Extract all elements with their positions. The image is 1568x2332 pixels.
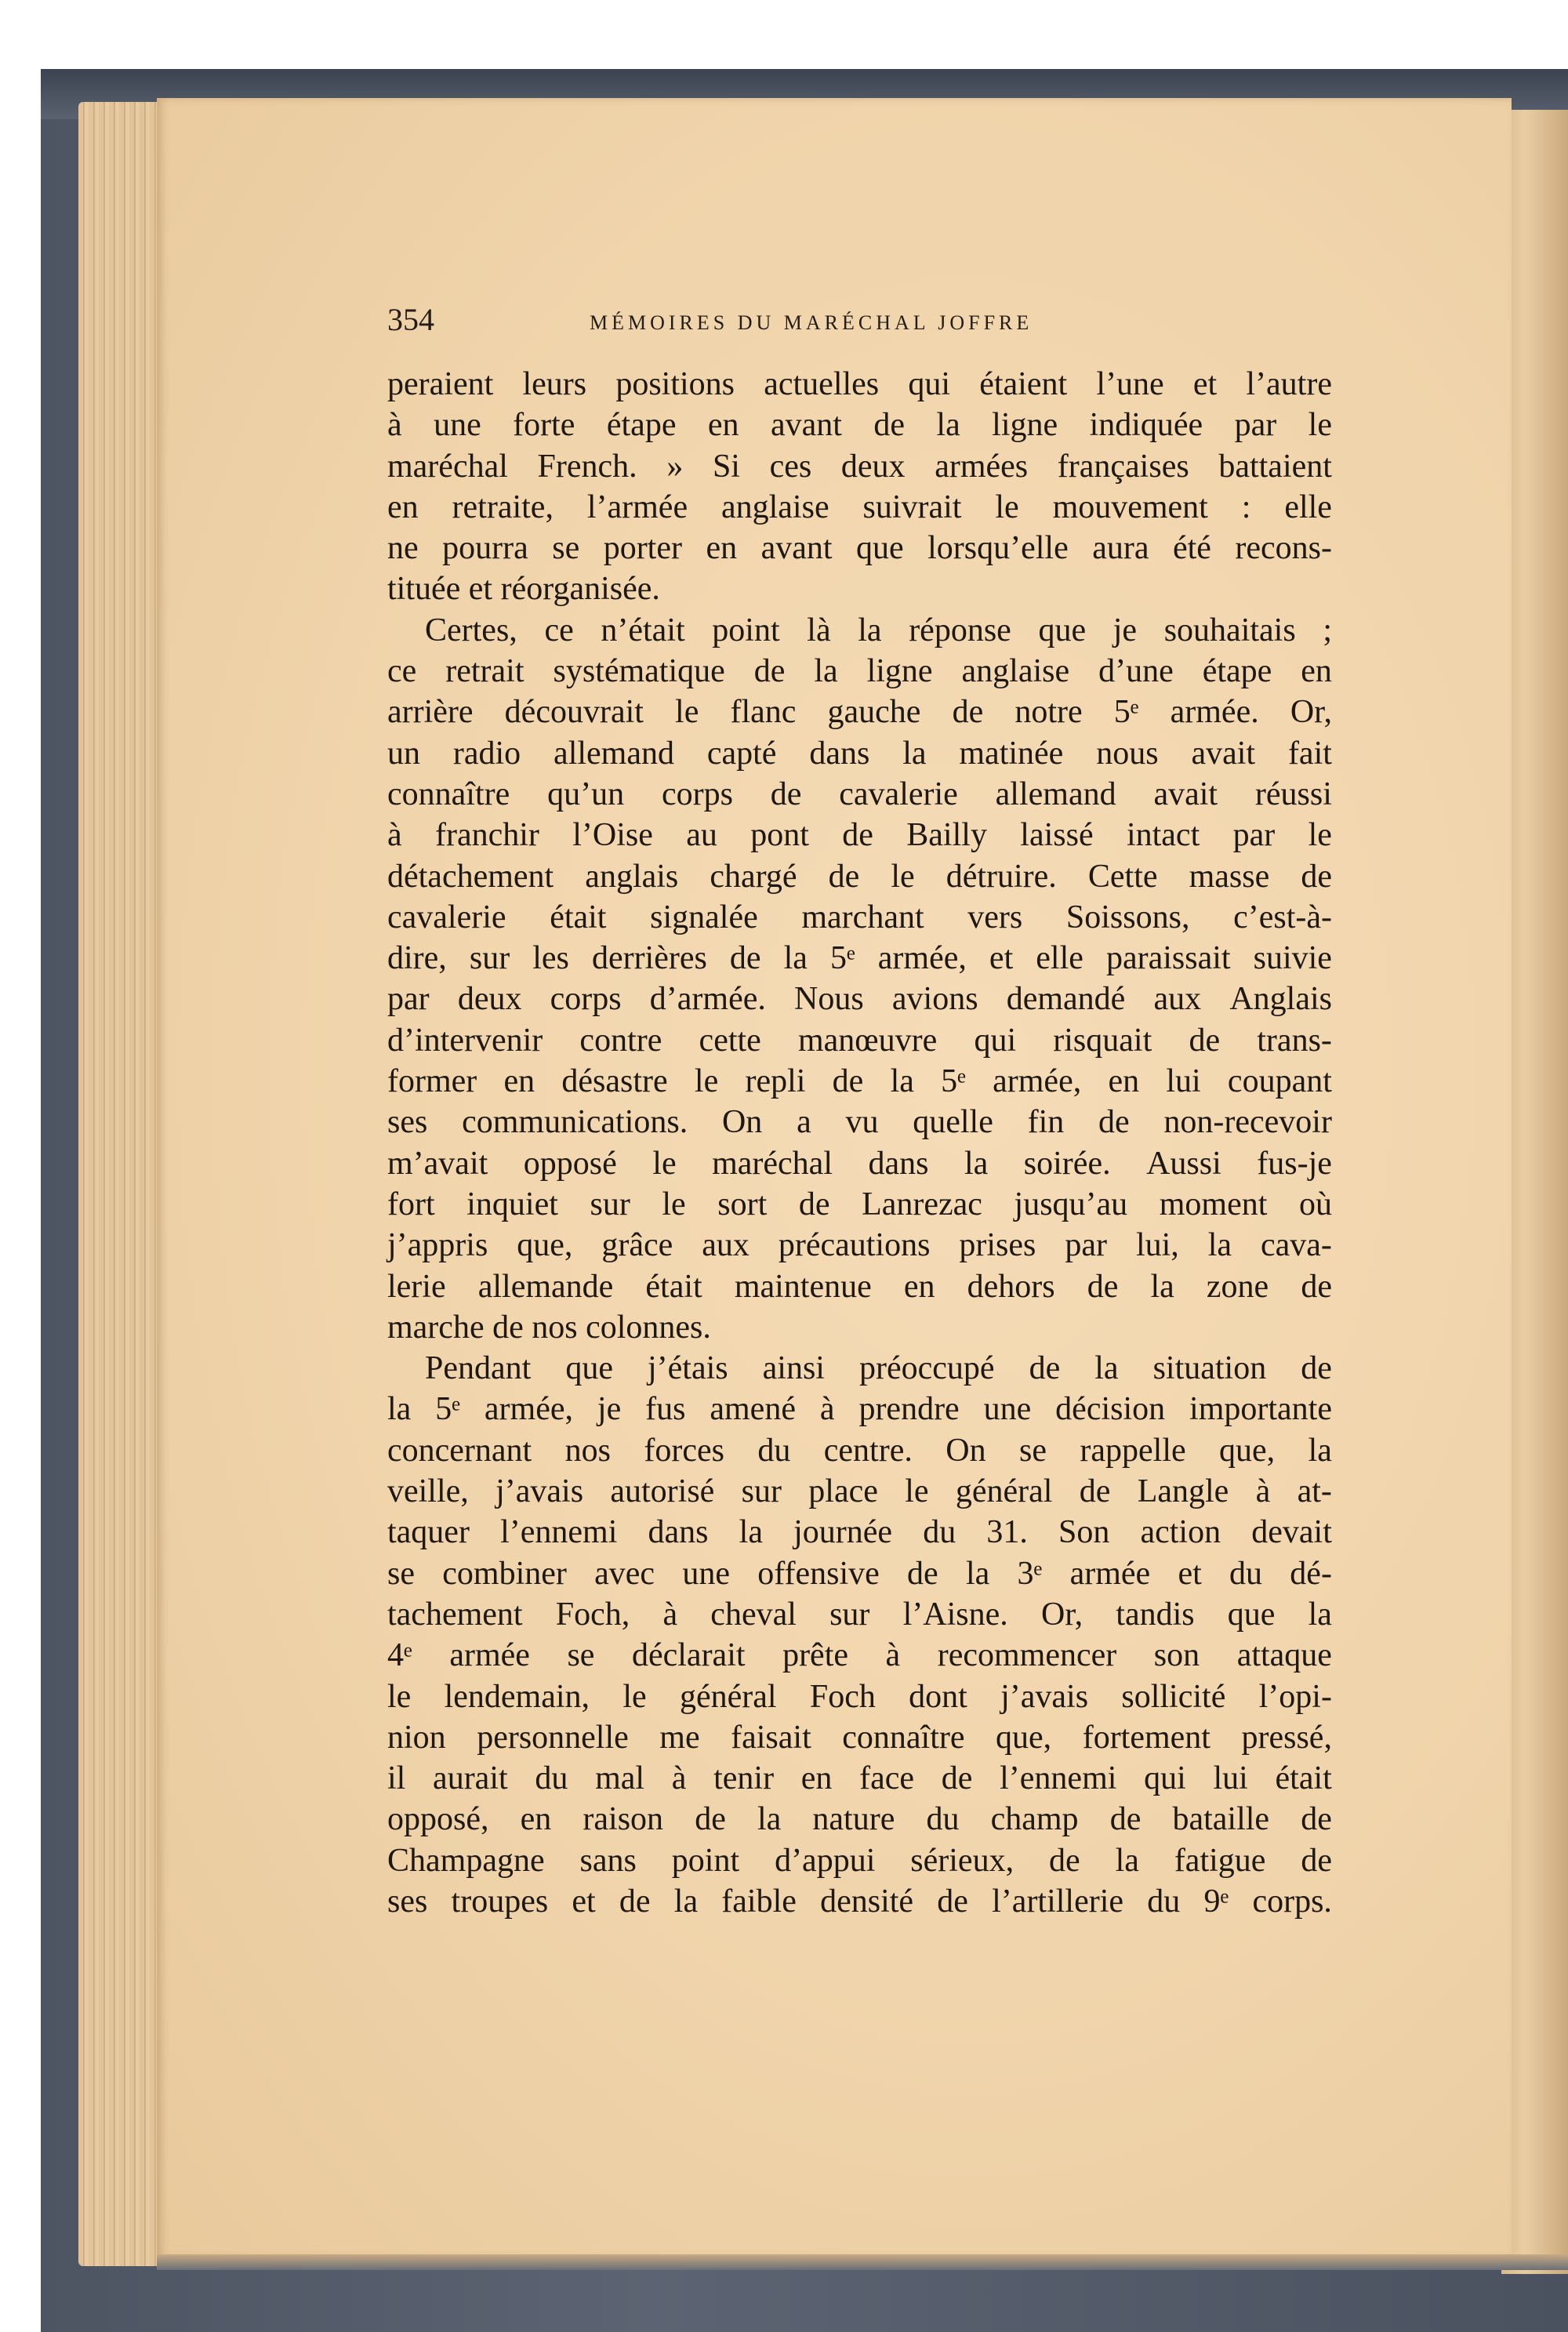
text-line: se combiner avec une offensive de la 3ᵉ armée et du dé- (387, 1555, 1332, 1592)
text-line: par deux corps d’armée. Nous avions demandé aux Anglais (387, 981, 1332, 1018)
text-line: la 5ᵉ armée, je fus amené à prendre une décision importante (387, 1391, 1332, 1428)
text-line: concernant nos forces du centre. On se rappelle que, la (387, 1432, 1332, 1469)
text-line: d’intervenir contre cette manœuvre qui risquait de trans- (387, 1022, 1332, 1059)
text-line: ses troupes et de la faible densité de l’artillerie du 9ᵉ corps. (387, 1883, 1332, 1920)
text-line: peraient leurs positions actuelles qui étaient l’une et l’autre (387, 366, 1332, 402)
page-header (387, 301, 1332, 345)
text-line: détachement anglais chargé de le détruire. Cette masse de (387, 858, 1332, 895)
text-line: Champagne sans point d’appui sérieux, de la fatigue de (387, 1842, 1332, 1879)
text-line: nion personnelle me faisait connaître que, fortement pressé, (387, 1719, 1332, 1756)
text-line: le lendemain, le général Foch dont j’avais sollicité l’opi- (387, 1678, 1332, 1715)
text-line: à franchir l’Oise au pont de Bailly laissé intact par le (387, 817, 1332, 854)
text-line: ses communications. On a vu quelle fin de non-recevoir (387, 1104, 1332, 1141)
text-line: marche de nos colonnes. (387, 1309, 711, 1346)
text-line: à une forte étape en avant de la ligne indiquée par le (387, 407, 1332, 444)
text-line: 4ᵉ armée se déclarait prête à recommencer son attaque (387, 1637, 1332, 1674)
page-number: 354 (387, 302, 434, 337)
text-line: tituée et réorganisée. (387, 571, 660, 608)
text-line: taquer l’ennemi dans la journée du 31. Son action devait (387, 1514, 1332, 1551)
text-line: m’avait opposé le maréchal dans la soirée. Aussi fus-je (387, 1145, 1332, 1182)
text-line: en retraite, l’armée anglaise suivrait le mouvement : elle (387, 489, 1332, 525)
text-line: Certes, ce n’était point là la réponse que je souhaitais ; (425, 612, 1332, 648)
text-line: tachement Foch, à cheval sur l’Aisne. Or, tandis que la (387, 1596, 1332, 1633)
text-line: arrière découvrait le flanc gauche de notre 5ᵉ armée. Or, (387, 694, 1332, 731)
text-line: opposé, en raison de la nature du champ de bataille de (387, 1801, 1332, 1838)
text-line: cavalerie était signalée marchant vers Soissons, c’est-à- (387, 899, 1332, 935)
text-line: ne pourra se porter en avant que lorsqu’elle aura été recons- (387, 530, 1332, 567)
text-line: un radio allemand capté dans la matinée nous avait fait (387, 735, 1332, 772)
text-line: lerie allemande était maintenue en dehors de la zone de (387, 1268, 1332, 1305)
text-line: j’appris que, grâce aux précautions prises par lui, la cava- (387, 1227, 1332, 1264)
text-line: dire, sur les derrières de la 5ᵉ armée, et elle paraissait suivie (387, 940, 1332, 977)
text-line: former en désastre le repli de la 5ᵉ armée, en lui coupant (387, 1063, 1332, 1100)
text-line: il aurait du mal à tenir en face de l’ennemi qui lui était (387, 1760, 1332, 1797)
body-text (387, 364, 1332, 1922)
text-line: ce retrait systématique de la ligne anglaise d’une étape en (387, 653, 1332, 690)
text-line: Pendant que j’étais ainsi préoccupé de la situation de (425, 1350, 1332, 1387)
text-line: maréchal French. » Si ces deux armées françaises battaient (387, 448, 1332, 485)
text-line: veille, j’avais autorisé sur place le général de Langle à at- (387, 1473, 1332, 1510)
text-line: fort inquiet sur le sort de Lanrezac jusqu’au moment où (387, 1186, 1332, 1222)
page-bottom-edge (157, 2254, 1568, 2270)
text-line: connaître qu’un corps de cavalerie allemand avait réussi (387, 776, 1332, 812)
running-title: MÉMOIRES DU MARÉCHAL JOFFRE (590, 311, 1033, 334)
